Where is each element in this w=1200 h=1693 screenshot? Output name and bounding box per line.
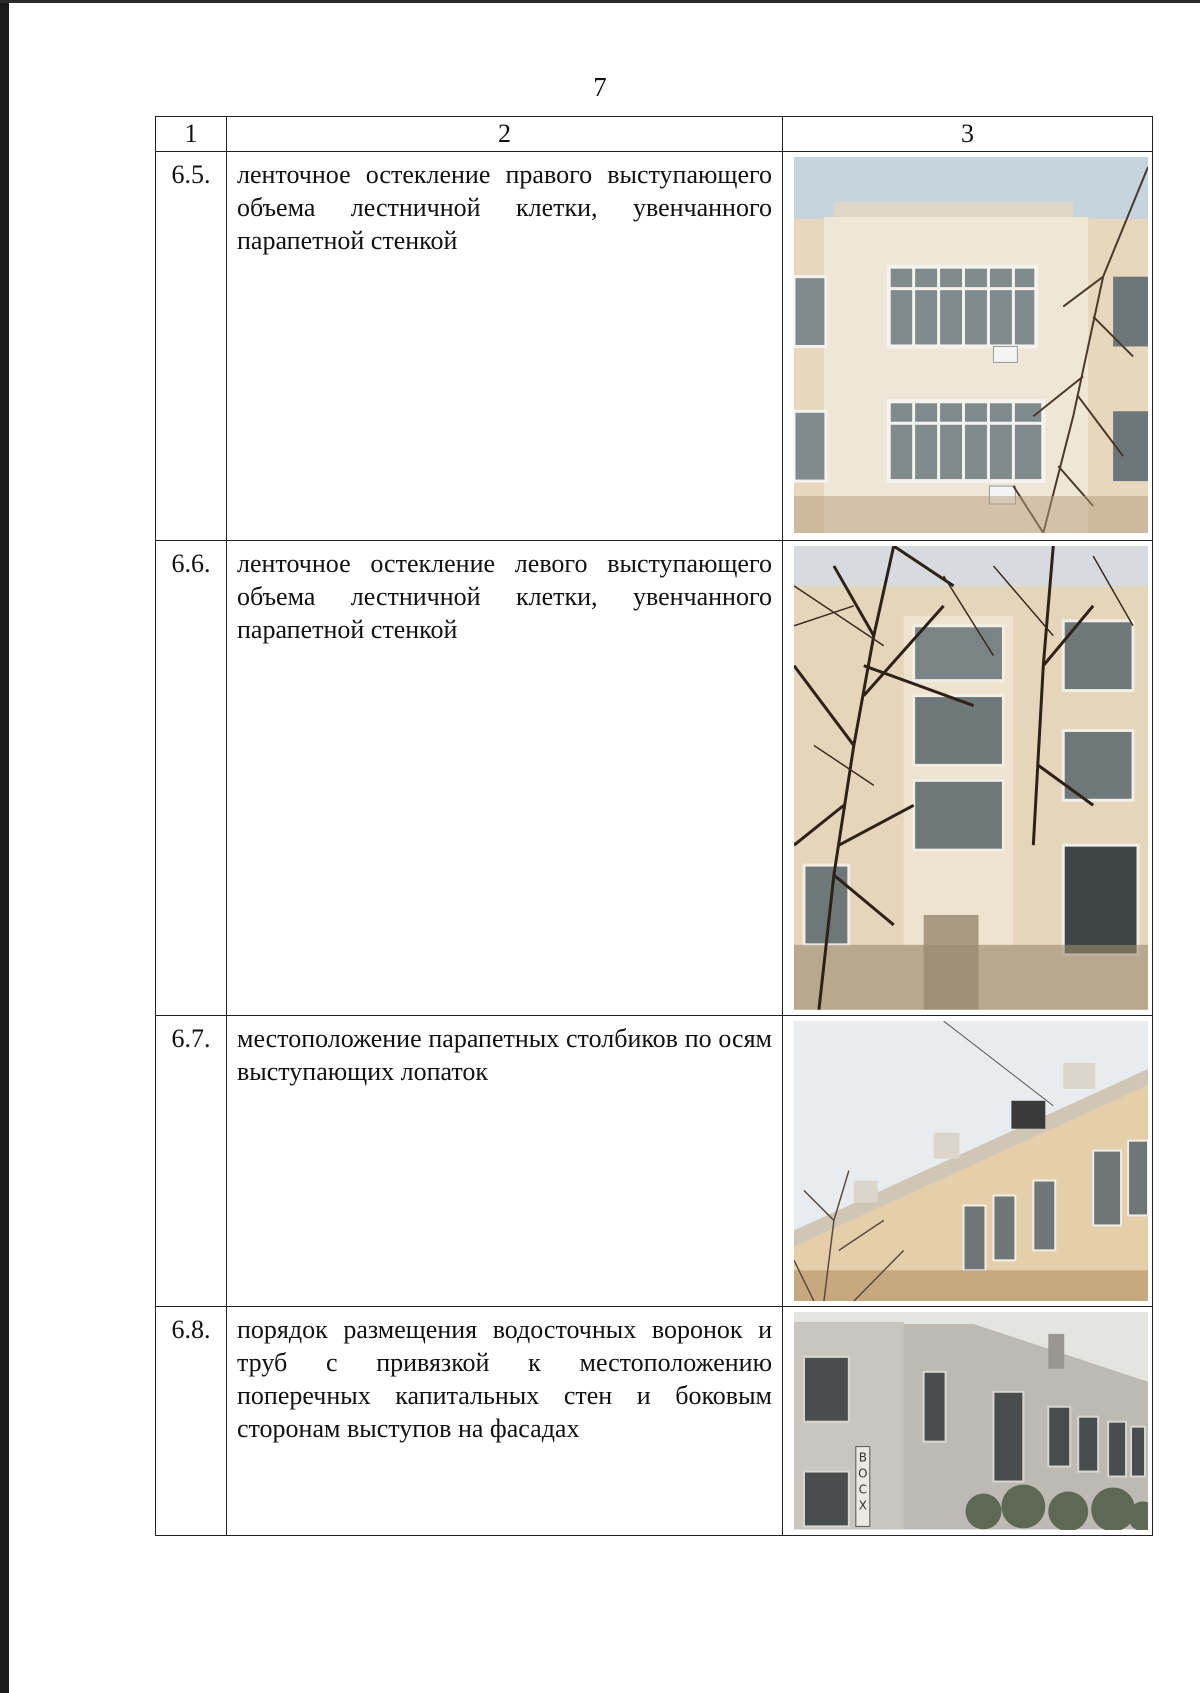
column-header-3: 3 [783,117,1153,152]
row-number: 6.5. [156,152,227,541]
row-description: порядок размещения водосточных воронок и труб с привязкой к местоположению поперечных капитальных стен и боковым сторонам выступов на фасадах [227,1307,783,1535]
table-row [156,541,1153,1016]
row-photo-cell [783,1016,1153,1307]
row-description: ленточное остекление правого выступающего объема лестничной клетки, увенчанного парапетной стенкой [227,152,783,541]
building-photo-stairwell-right [794,157,1148,533]
column-header-2: 2 [227,117,783,152]
photo-sign-text: В О С Х [858,1450,868,1513]
page-number: 7 [593,72,607,102]
scan-border-top [0,0,1200,3]
table-row [156,152,1153,541]
row-number: 6.8. [156,1307,227,1535]
table-header-row [156,117,1153,152]
table-row [156,1016,1153,1307]
row-number: 6.6. [156,541,227,1016]
row-description: местоположение парапетных столбиков по осям выступающих лопаток [227,1016,783,1307]
column-header-1: 1 [156,117,227,152]
facade-elements-table [155,116,1153,1536]
row-photo-cell [783,152,1153,541]
row-number: 6.7. [156,1016,227,1307]
row-photo-cell [783,1307,1153,1535]
building-photo-parapet-posts [794,1021,1148,1301]
table-row [156,1307,1153,1535]
scan-border-left [0,0,9,1693]
row-photo-cell [783,541,1153,1016]
building-photo-stairwell-left [794,546,1148,1010]
building-photo-drainpipes [794,1312,1148,1529]
row-description: ленточное остекление левого выступающего объема лестничной клетки, увенчанного парапетной стенкой [227,541,783,1016]
